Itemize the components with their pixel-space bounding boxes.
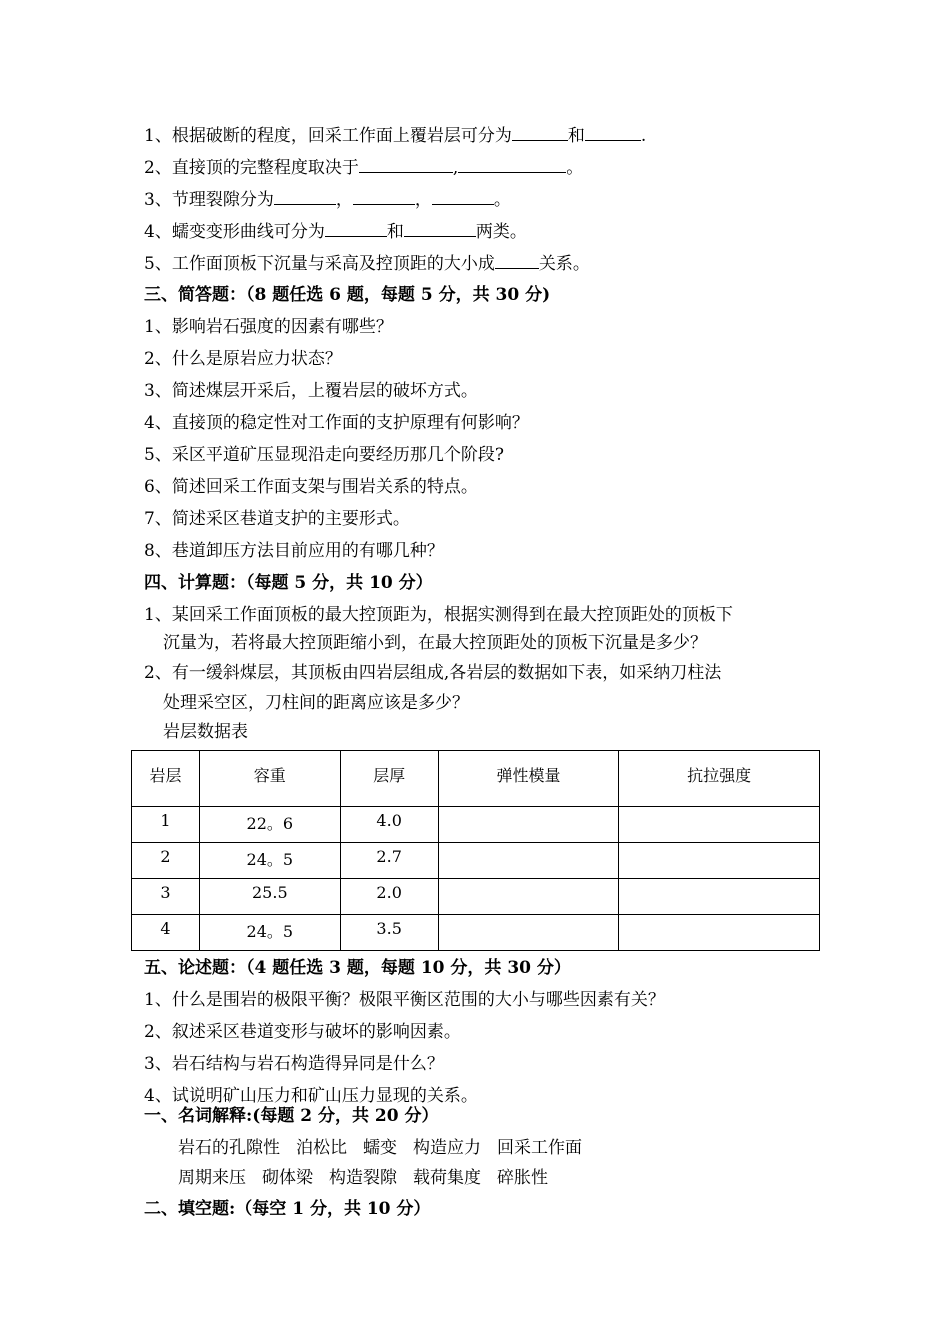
table-cell: 25.5	[199, 879, 340, 915]
table-header-cell: 抗拉强度	[619, 751, 820, 807]
fill-text: 和	[386, 222, 404, 242]
blank-line	[404, 220, 476, 237]
blank-line	[512, 124, 568, 141]
section3-item: 7、简述采区巷道支护的主要形式。	[144, 509, 410, 529]
table-cell	[619, 879, 820, 915]
table-cell: 1	[132, 807, 200, 843]
table-header-row	[132, 751, 820, 807]
section3-item: 5、采区平道矿压显现沿走向要经历那几个阶段?	[144, 445, 504, 465]
table-cell: 24。5	[199, 915, 340, 951]
table-cell	[438, 879, 619, 915]
blank-line	[353, 188, 415, 205]
table-header-cell: 弹性模量	[438, 751, 619, 807]
table-cell	[438, 807, 619, 843]
term: 碎胀性	[497, 1168, 548, 1188]
term: 周期来压	[178, 1168, 246, 1188]
table-cell: 2.7	[340, 843, 438, 879]
table-header-cell: 容重	[199, 751, 340, 807]
term: 回采工作面	[497, 1138, 582, 1158]
fill-item-2	[144, 156, 583, 179]
table-cell	[619, 807, 820, 843]
section4-q2-line2: 处理采空区，刀柱间的距离应该是多少？	[163, 693, 469, 713]
section4-q1-line1: 1、某回采工作面顶板的最大控顶距为，根据实测得到在最大控顶距处的顶板下	[144, 605, 733, 625]
terms-row-1	[178, 1137, 582, 1159]
table-header-cell: 岩层	[132, 751, 200, 807]
term: 泊松比	[296, 1138, 347, 1158]
fill-text: 两类。	[475, 222, 527, 242]
fill-item-5	[144, 252, 590, 275]
table-row	[132, 843, 820, 879]
fill-text: 。	[493, 190, 511, 210]
section4-title: 四、计算题：（每题 5 分，共 10 分）	[144, 573, 433, 593]
fill-text: 3、节理裂隙分为	[144, 190, 274, 210]
table-cell: 4	[132, 915, 200, 951]
table-cell: 4.0	[340, 807, 438, 843]
section5-item: 4、试说明矿山压力和矿山压力显现的关系。	[144, 1086, 478, 1106]
term: 岩石的孔隙性	[178, 1138, 280, 1158]
fill-text: 5、工作面顶板下沉量与采高及控顶距的大小成	[144, 254, 495, 274]
blank-line	[495, 252, 539, 269]
fill-text: 关系。	[538, 254, 590, 274]
table-cell	[438, 915, 619, 951]
fill-item-1	[144, 124, 646, 147]
section1-title: 一、名词解释:(每题 2 分，共 20 分）	[144, 1106, 439, 1126]
section2-title: 二、填空题:（每空 1 分，共 10 分）	[144, 1199, 431, 1219]
table-cell	[619, 915, 820, 951]
table-cell: 22。6	[199, 807, 340, 843]
blank-line	[585, 124, 641, 141]
table-cell	[438, 843, 619, 879]
table-cell: 2	[132, 843, 200, 879]
section3-item: 4、直接顶的稳定性对工作面的支护原理有何影响？	[144, 413, 529, 433]
table-cell: 3	[132, 879, 200, 915]
section5-item: 3、岩石结构与岩石构造得异同是什么？	[144, 1054, 444, 1074]
blank-line	[458, 156, 566, 173]
section3-item: 6、简述回采工作面支架与围岩关系的特点。	[144, 477, 478, 497]
term: 蠕变	[363, 1138, 397, 1158]
section5-item: 2、叙述采区巷道变形与破坏的影响因素。	[144, 1022, 461, 1042]
section3-item: 2、什么是原岩应力状态？	[144, 349, 342, 369]
fill-item-3	[144, 188, 511, 211]
fill-text: ，	[335, 190, 353, 210]
section3-title: 三、简答题：（8 题任选 6 题，每题 5 分，共 30 分)	[144, 285, 551, 305]
table-header-cell: 层厚	[340, 751, 438, 807]
blank-line	[274, 188, 336, 205]
fill-item-4	[144, 220, 527, 243]
section5-item: 1、什么是围岩的极限平衡？极限平衡区范围的大小与哪些因素有关？	[144, 990, 665, 1010]
section4-q1-line2: 沉量为，若将最大控顶距缩小到，在最大控顶距处的顶板下沉量是多少？	[163, 633, 707, 653]
table-cell	[619, 843, 820, 879]
section3-item: 8、巷道卸压方法目前应用的有哪几种？	[144, 541, 444, 561]
rock-data-table	[131, 750, 820, 951]
fill-text: .	[640, 126, 647, 146]
table-cell: 24。5	[199, 843, 340, 879]
fill-text: 2、直接顶的完整程度取决于	[144, 158, 359, 178]
term: 砌体梁	[262, 1168, 313, 1188]
term: 载荷集度	[413, 1168, 481, 1188]
fill-text: 。	[566, 158, 584, 178]
fill-text: ,	[452, 158, 459, 178]
blank-line	[359, 156, 453, 173]
table-row	[132, 915, 820, 951]
fill-text: ，	[414, 190, 432, 210]
table-row	[132, 879, 820, 915]
terms-row-2	[178, 1167, 548, 1189]
term: 构造应力	[413, 1138, 481, 1158]
table-row	[132, 807, 820, 843]
section4-q2-line1: 2、有一缓斜煤层，其顶板由四岩层组成,各岩层的数据如下表，如采纳刀柱法	[144, 663, 722, 683]
section5-title: 五、论述题：（4 题任选 3 题，每题 10 分，共 30 分）	[144, 958, 571, 978]
section3-item: 3、简述煤层开采后，上覆岩层的破坏方式。	[144, 381, 478, 401]
fill-text: 1、根据破断的程度，回采工作面上覆岩层可分为	[144, 126, 512, 146]
table-cell: 2.0	[340, 879, 438, 915]
fill-text: 和	[567, 126, 585, 146]
fill-text: 4、蠕变变形曲线可分为	[144, 222, 325, 242]
table-caption: 岩层数据表	[163, 722, 248, 742]
blank-line	[325, 220, 387, 237]
table-cell: 3.5	[340, 915, 438, 951]
term: 构造裂隙	[329, 1168, 397, 1188]
blank-line	[432, 188, 494, 205]
section3-item: 1、影响岩石强度的因素有哪些？	[144, 317, 393, 337]
